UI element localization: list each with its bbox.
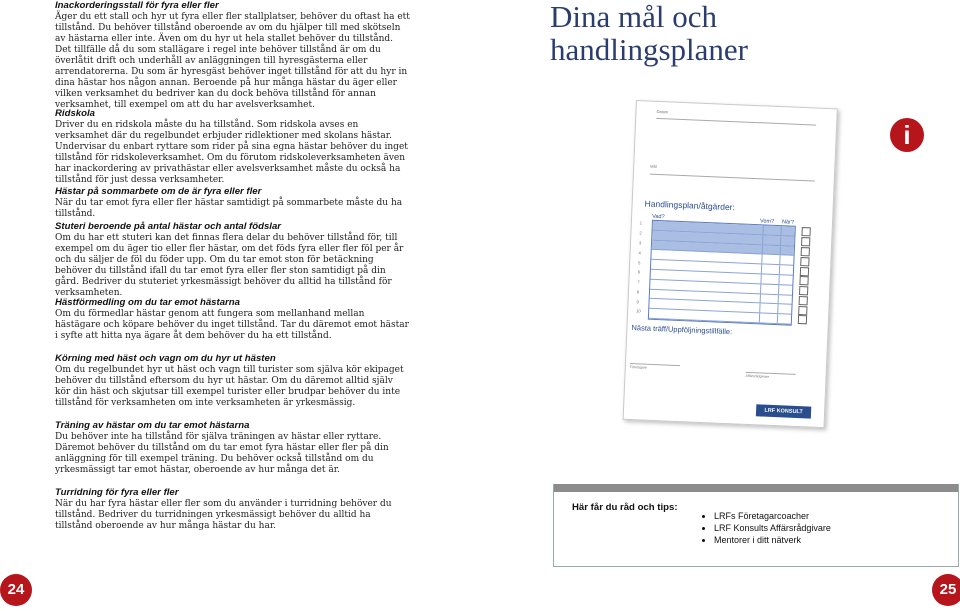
form-checkbox [799, 286, 808, 295]
form-col-vem: Vem? [759, 218, 775, 225]
section-heading: Stuteri beroende på antal hästar och antal födslar [55, 221, 282, 232]
section-paragraph: Om du förmedlar hästar genom att fungera som mellanhand mellan hästägare och köpare behöver du inget tillstånd. Tar du däremot emot hästar i syfte att hitta nya ägare åt dem behöver du ha ett tillstånd. [55, 308, 409, 341]
form-checkbox [800, 267, 809, 276]
form-datum-label: Datum [656, 108, 669, 115]
form-checkbox [798, 315, 807, 324]
tips-item: • LRFs Företagarcoacher [714, 510, 831, 522]
section-hastformedling [55, 297, 410, 342]
form-sheet [623, 100, 838, 428]
form-checkbox [801, 227, 810, 236]
section-ridskola [55, 108, 410, 186]
section-paragraph: Driver du en ridskola måste du ha tillstånd. Som ridskola avses en verksamhet där du regelbundet erbjuder ridlektioner med skolans hästar. Undervisar du enbart ryttare som rider på sina egna hästar behöver du inget tillstånd för ridskoleverksamhet. Om du förutom ridskoleverksamheten även har inackordering av privathästar eller avelsverksamhet måste du också ha tillstånd för just dessa verksamheter. [55, 119, 408, 185]
section-paragraph: När du tar emot fyra eller fler hästar samtidigt på sommarbete måste du ha tillstånd. [55, 197, 403, 219]
form-row-number: 1 [639, 220, 643, 226]
section-stuteri [55, 221, 410, 299]
section-turridning [55, 487, 410, 532]
form-checkbox [800, 257, 809, 266]
form-row-number: 4 [638, 250, 641, 256]
form-heading: Handlingsplan/åtgärder: [644, 198, 736, 213]
form-row-number: 10 [636, 308, 641, 314]
section-paragraph: Om du har ett stuteri kan det finnas flera delar du behöver tillstånd för, till exempel om du äger tio eller fler hästar, om det föds fyra eller fler föl per år och du säljer de föl du föder upp. Om du tar emot ston för betäckning behöver du tillstånd ifall du tar emot fyra eller fler ston samtidigt på din gård. Bedriver du stuteriet yrkesmässigt behöver du alltid ha tillstånd för verksamheten. [55, 232, 404, 298]
section-heading: Inackorderingsstall för fyra eller fler [55, 0, 219, 11]
section-heading: Hästar på sommarbete om de är fyra eller fler [55, 186, 262, 197]
section-traning [55, 420, 410, 476]
form-grid [648, 220, 796, 326]
form-line [656, 118, 816, 126]
section-paragraph: Du behöver inte ha tillstånd för själva träningen av hästar eller ryttare. Däremot behöver du tillstånd om du tar emot fyra hästar eller fler på din anläggning för till exempel träning. Du behöver också tillstånd om du yrkesmässigt tar emot hästar, oberoende av hur många det är. [55, 431, 389, 475]
form-row-number: 9 [636, 299, 639, 305]
section-sommarbete [55, 186, 410, 220]
section-heading: Hästförmedling om du tar emot hästarna [55, 297, 240, 308]
form-checkbox [799, 296, 808, 305]
action-plan-form-image [629, 100, 858, 424]
section-paragraph: Äger du ett stall och hyr ut fyra eller fler stallplatser, behöver du oftast ha ett tillstånd. Du behöver tillstånd oberoende av om du hjälper till med skötseln av hästarna eller inte. Även om du hyr ut hela stallet behöver du tillstånd. Det tillfälle då du som stallägare i regel inte behöver tillstånd är om du överlåtit drift och underhåll av anläggningen till hyresgästerna eller arrendatorerna. Du som är hyresgäst behöver inget tillstånd för att du hyr in dina hästar hos någon annan. Beroende på hur många hästar du äger eller vilken verksamhet du bedriver kan du dock behöva tillstånd för annan verksamhet, till exempel om att du har avelsverksamhet. [55, 11, 410, 111]
form-checkbox [801, 247, 810, 256]
section-heading: Ridskola [55, 108, 95, 119]
section-korning [55, 353, 410, 409]
form-col-vad: Vad? [651, 213, 665, 221]
form-mal-label: Mål [650, 163, 657, 169]
form-row-number: 5 [638, 260, 641, 266]
section-paragraph: När du har fyra hästar eller fler som du använder i turridning behöver du tillstånd. Bedriver du turridningen yrkesmässigt behöver du alltid ha tillstånd oberoende av hur många hästar du har. [55, 498, 392, 531]
section-heading: Körning med häst och vagn om du hyr ut hästen [55, 353, 276, 364]
lrf-konsult-logo: LRF KONSULT [756, 404, 811, 418]
form-row-number: 2 [639, 230, 642, 236]
form-row-number: 7 [637, 279, 640, 285]
form-checkbox [798, 306, 807, 315]
form-next-meeting: Nästa träff/Uppföljningstillfälle: [631, 323, 733, 337]
section-inackordering [55, 0, 410, 111]
section-heading: Turridning för fyra eller fler [55, 487, 179, 498]
form-sign-left: Företagare [629, 364, 648, 370]
page-number-right: 25 [932, 574, 960, 606]
form-row-number: 8 [636, 289, 640, 295]
form-row-number: 3 [638, 240, 642, 246]
form-checkbox [801, 237, 810, 246]
tips-box [553, 484, 959, 567]
page-title: Dina mål och handlingsplaner [550, 0, 749, 67]
form-row-number: 6 [637, 269, 641, 275]
form-sign-right: Affärsrådgivare [745, 373, 770, 379]
tips-band [554, 484, 958, 492]
form-line [650, 174, 815, 182]
tips-item: • LRF Konsults Affärsrådgivare [714, 522, 831, 534]
form-checkbox [799, 276, 808, 285]
page-number-left: 24 [0, 574, 32, 606]
tips-item: • Mentorer i ditt nätverk [714, 534, 831, 546]
tips-list [702, 510, 831, 546]
section-heading: Träning av hästar om du tar emot hästarna [55, 420, 250, 431]
form-col-nar: När? [781, 219, 795, 226]
tips-title: Här får du råd och tips: [572, 502, 678, 513]
section-paragraph: Om du regelbundet hyr ut häst och vagn till turister som själva kör ekipaget behöver du tillstånd eftersom du hyr ut hästar. Om du däremot alltid själv kör din häst och skjutsar till exempel turister eller brudpar behöver du inte tillstånd för verksamheten om inte verksamheten är yrkesmässig. [55, 364, 404, 408]
info-icon: i [890, 118, 924, 152]
